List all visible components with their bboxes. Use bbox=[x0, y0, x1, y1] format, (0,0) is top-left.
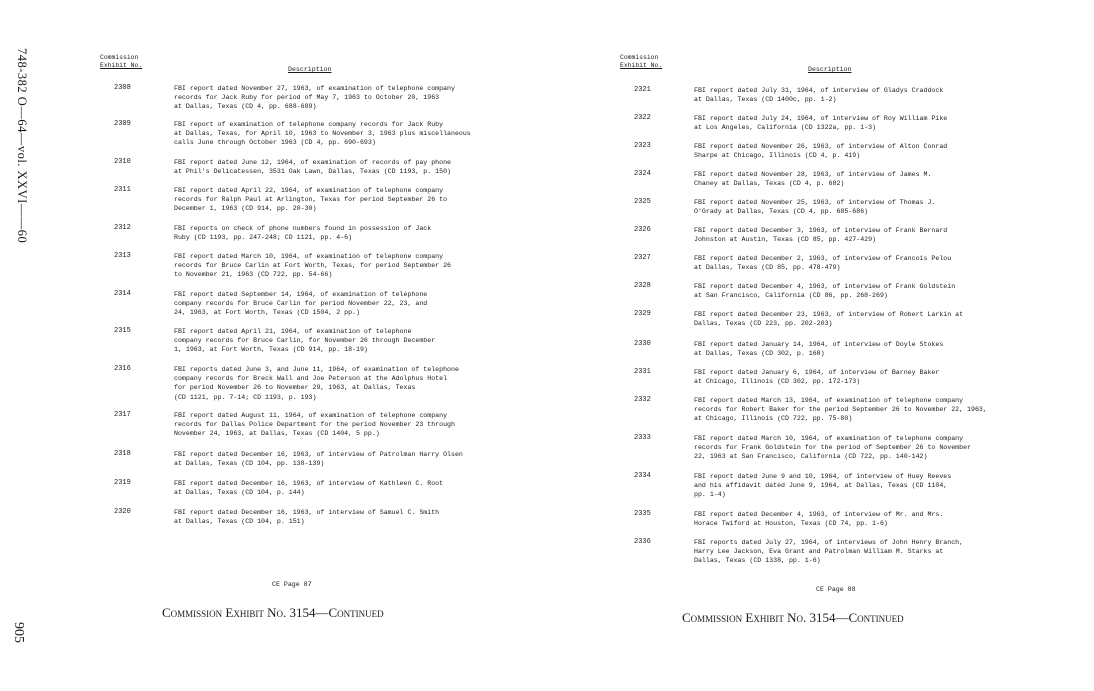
exhibit-number: 2319 bbox=[114, 479, 131, 487]
exhibit-description: FBI report dated September 14, 1964, of examination of telephone company records for Bruce Carlin for period November 22, 23, and 24, 1963, at Fort Worth, Texas (CD 1504, 2 pp.) bbox=[174, 291, 428, 317]
exhibit-description: FBI report dated April 21, 1964, of examination of telephone company records for Bruce Carlin, for November 26 through December 1, 1963, at Fort Worth, Texas (CD 914, pp. 18-19) bbox=[174, 328, 436, 354]
exhibit-number: 2335 bbox=[634, 510, 651, 518]
exhibit-number: 2317 bbox=[114, 411, 131, 419]
exhibit-description: FBI reports dated July 27, 1964, of interviews of John Henry Branch, Harry Lee Jackson, Eva Grant and Patrolman William M. Starks at Dallas, Texas (CD 1338, pp. 1-6) bbox=[694, 539, 964, 565]
exhibit-description: FBI report dated March 10, 1964, of examination of telephone company records for Frank Goldstein for the period of September 26 to November 22, 1963 at San Francisco, California (CD 722, pp. 140-142) bbox=[694, 435, 971, 461]
exhibit-description: FBI report dated August 11, 1964, of examination of telephone company records for Dallas Police Department for the period November 23 through November 24, 1963, at Dallas, Texas (CD 1404, 5 pp.) bbox=[174, 412, 455, 438]
exhibit-description: FBI report dated April 22, 1964, of examination of telephone company records for Ralph Paul at Arlington, Texas for period September 26 to December 1, 1963 (CD 914, pp. 20-30) bbox=[174, 187, 448, 213]
left-page bbox=[100, 54, 540, 674]
exhibit-description: FBI report dated December 16, 1963, of interview of Patrolman Harry Olsen at Dallas, Texas (CD 104, pp. 138-139) bbox=[174, 451, 463, 468]
exhibit-header-line2: Exhibit No. bbox=[100, 62, 143, 69]
exhibit-description: FBI report dated December 4, 1963, of interview of Mr. and Mrs. Horace Twiford at Houston, Texas (CD 74, pp. 1-6) bbox=[694, 511, 944, 528]
exhibit-number: 2334 bbox=[634, 472, 651, 480]
exhibit-number: 2322 bbox=[634, 114, 651, 122]
exhibit-description: FBI report dated December 23, 1963, of interview of Robert Larkin at Dallas, Texas (CD 223, pp. 202-203) bbox=[694, 311, 964, 328]
exhibit-number: 2311 bbox=[114, 186, 131, 194]
exhibit-number: 2329 bbox=[634, 310, 651, 318]
exhibit-number: 2310 bbox=[114, 158, 131, 166]
exhibit-description: FBI reports on check of phone numbers found in possession of Jack Ruby (CD 1193, pp. 247-248; CD 1121, pp. 4-6) bbox=[174, 225, 432, 242]
ce-page-label: CE Page 87 bbox=[272, 581, 312, 588]
exhibit-number-header bbox=[620, 54, 680, 70]
exhibit-number: 2336 bbox=[634, 538, 651, 546]
exhibit-description: FBI report dated December 4, 1963, of interview of Frank Goldstein at San Francisco, California (CD 86, pp. 268-269) bbox=[694, 283, 956, 300]
exhibit-number: 2328 bbox=[634, 282, 651, 290]
description-header: Description bbox=[808, 66, 852, 73]
side-margin bbox=[0, 0, 40, 691]
exhibit-number: 2313 bbox=[114, 252, 131, 260]
exhibit-number: 2327 bbox=[634, 254, 651, 262]
exhibit-description: FBI report dated December 16, 1963, of interview of Samuel C. Smith at Dallas, Texas (CD 104, p. 151) bbox=[174, 509, 440, 526]
exhibit-description: FBI report dated March 13, 1964, of examination of telephone company records for Robert Baker for the period September 26 to November 22, 1963, at Chicago, Illinois (CD 722, pp. 75-80) bbox=[694, 397, 987, 423]
exhibit-number: 2308 bbox=[114, 84, 131, 92]
exhibit-number: 2312 bbox=[114, 224, 131, 232]
exhibit-header-line2: Exhibit No. bbox=[620, 62, 663, 69]
exhibit-number: 2315 bbox=[114, 327, 131, 335]
exhibit-description: FBI report dated January 14, 1964, of interview of Doyle Stokes at Dallas, Texas (CD 302, p. 168) bbox=[694, 341, 944, 358]
right-page bbox=[620, 54, 1060, 674]
exhibit-header-line1: Commission bbox=[100, 54, 139, 61]
exhibit-number: 2326 bbox=[634, 226, 651, 234]
exhibit-description: FBI report dated January 6, 1964, of interview of Barney Baker at Chicago, Illinois (CD 302, pp. 172-173) bbox=[694, 369, 940, 386]
exhibit-number: 2321 bbox=[634, 86, 651, 94]
exhibit-header-line1: Commission bbox=[620, 54, 659, 61]
exhibit-number: 2331 bbox=[634, 368, 651, 376]
exhibit-description: FBI report dated November 28, 1963, of interview of James M. Chaney at Dallas, Texas (CD 4, p. 682) bbox=[694, 171, 932, 188]
exhibit-description: FBI report dated March 10, 1964, of examination of telephone company records for Bruce Carlin at Fort Worth, Texas, for period September 26 to November 21, 1963 (CD 722, pp. 54-66) bbox=[174, 253, 451, 279]
exhibit-number: 2316 bbox=[114, 365, 131, 373]
exhibit-number: 2325 bbox=[634, 198, 651, 206]
exhibit-footer: Commission Exhibit No. 3154—Continued bbox=[682, 610, 904, 625]
exhibit-description: FBI report dated June 9 and 10, 1964, of interview of Huey Reeves and his affidavit dated June 9, 1964, at Dallas, Texas (CD 1104, pp. 1-4) bbox=[694, 473, 952, 499]
exhibit-description: FBI report dated December 16, 1963, of interview of Kathleen C. Root at Dallas, Texas (CD 104, p. 144) bbox=[174, 480, 444, 497]
exhibit-number: 2333 bbox=[634, 434, 651, 442]
exhibit-number: 2323 bbox=[634, 142, 651, 150]
exhibit-description: FBI report dated December 3, 1963, of interview of Frank Bernard Johnston at Austin, Texas (CD 85, pp. 427-429) bbox=[694, 227, 948, 244]
exhibit-number: 2324 bbox=[634, 170, 651, 178]
description-header: Description bbox=[288, 66, 332, 73]
exhibit-number: 2314 bbox=[114, 290, 131, 298]
exhibit-number-header bbox=[100, 54, 160, 70]
exhibit-description: FBI report dated November 26, 1963, of interview of Alton Conrad Sharpe at Chicago, Illinois (CD 4, p. 419) bbox=[694, 143, 948, 160]
exhibit-description: FBI report of examination of telephone company records for Jack Ruby at Dallas, Texas, for April 10, 1963 to November 3, 1963 plus miscellaneous calls June through October 1963 (CD 4, pp. 690-693) bbox=[174, 121, 471, 147]
exhibit-footer: Commission Exhibit No. 3154—Continued bbox=[162, 605, 384, 620]
page-number: 905 bbox=[11, 622, 26, 643]
exhibit-number: 2332 bbox=[634, 396, 651, 404]
exhibit-description: FBI report dated November 25, 1963, of interview of Thomas J. O'Grady at Dallas, Texas (CD 4, pp. 685-686) bbox=[694, 199, 936, 216]
volume-label: 748-382 O—64—vol. XXVI——60 bbox=[15, 48, 29, 244]
exhibit-number: 2320 bbox=[114, 508, 131, 516]
exhibit-description: FBI report dated November 27, 1963, of examination of telephone company records for Jack Ruby for period of May 7, 1963 to October 20, 1963 at Dallas, Texas (CD 4, pp. 688-689) bbox=[174, 85, 455, 111]
ce-page-label: CE Page 88 bbox=[816, 586, 856, 593]
exhibit-description: FBI report dated July 31, 1964, of interview of Gladys Craddock at Dallas, Texas (CD 1400c, pp. 1-2) bbox=[694, 87, 944, 104]
exhibit-description: FBI report dated July 24, 1964, of interview of Roy William Pike at Los Angeles, California (CD 1322a, pp. 1-3) bbox=[694, 115, 948, 132]
exhibit-number: 2309 bbox=[114, 120, 131, 128]
exhibit-description: FBI report dated June 12, 1964, of examination of records of pay phone at Phil's Delicatessen, 3531 Oak Lawn, Dallas, Texas (CD 1193, p. 150) bbox=[174, 159, 451, 176]
exhibit-description: FBI reports dated June 3, and June 11, 1964, of examination of telephone company records for Breck Wall and Joe Peterson at the Adolphus Hotel for period November 26 to November 29, 1963, at Dallas, Texas (CD 1121, pp. 7-14; CD 1193, p. 193) bbox=[174, 366, 459, 401]
exhibit-number: 2330 bbox=[634, 340, 651, 348]
exhibit-number: 2318 bbox=[114, 450, 131, 458]
exhibit-description: FBI report dated December 2, 1963, of interview of Francois Pelou at Dallas, Texas (CD 85, pp. 478-479) bbox=[694, 255, 952, 272]
